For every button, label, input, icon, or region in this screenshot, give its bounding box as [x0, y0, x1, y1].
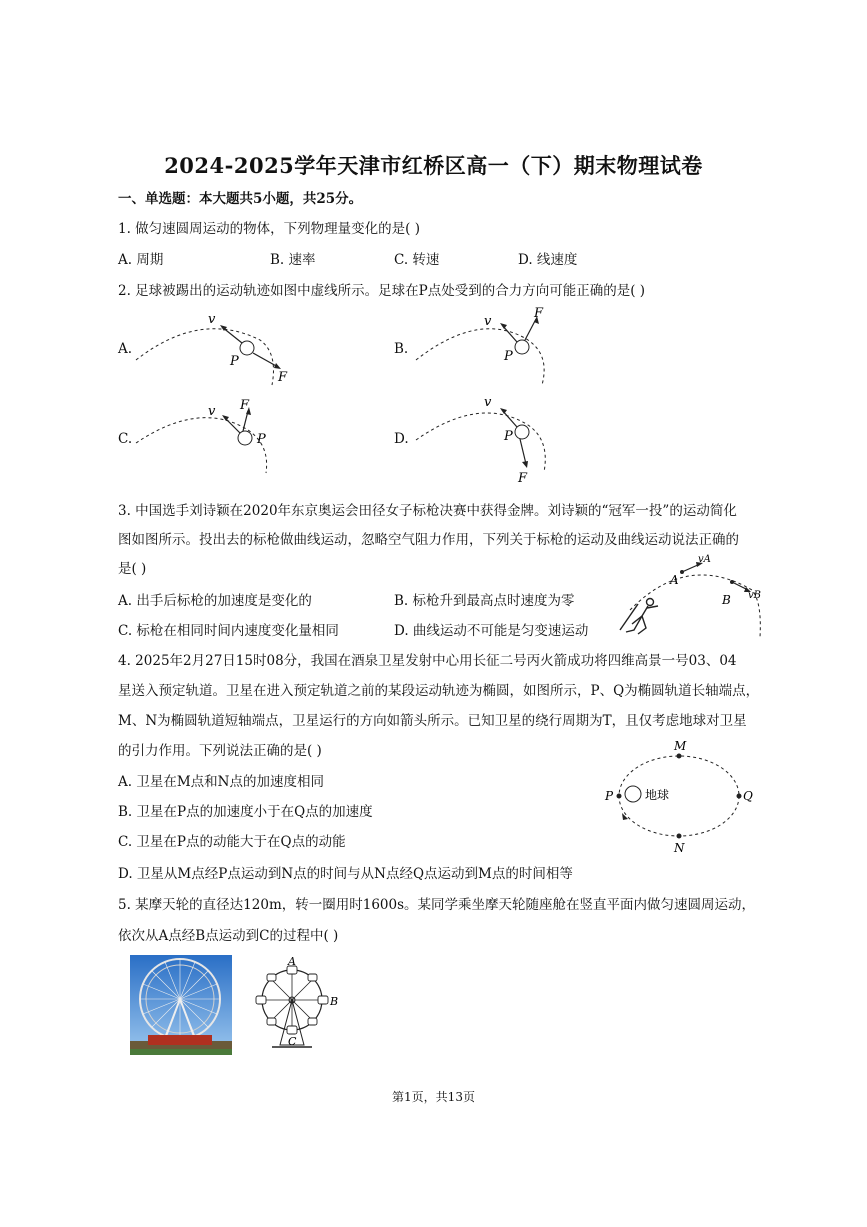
label-a: A: [288, 955, 296, 968]
label-f: F: [534, 306, 544, 321]
q2-figure-c: [130, 395, 310, 485]
ferris-wheel-diagram: [252, 955, 347, 1055]
q3-line-3: 是( ): [118, 561, 147, 577]
label-v: v: [484, 395, 492, 410]
page-title: 2024-2025学年天津市红桥区高一（下）期末物理试卷: [164, 153, 703, 178]
q4-option-a: A. 卫星在M点和N点的加速度相同: [118, 774, 324, 790]
q1-option-c: C. 转速: [394, 252, 440, 268]
label-v: v: [484, 314, 492, 329]
q4-line-2: 星送入预定轨道。卫星在进入预定轨道之前的某段运动轨迹为椭圆，如图所示，P、Q为椭圆轨道长轴端点，: [118, 683, 760, 699]
label-c: C: [288, 1035, 297, 1048]
q2-option-c-letter: C.: [118, 431, 133, 447]
q1-option-b: B. 速率: [270, 252, 316, 268]
label-p: P: [605, 789, 614, 803]
q3-line-2: 图如图所示。投出去的标枪做曲线运动，忽略空气阻力作用，下列关于标枪的运动及曲线运动说法正确的: [118, 532, 739, 548]
q3-javelin-figure: [612, 552, 772, 642]
label-v: v: [208, 404, 216, 419]
q5-line-2: 依次从A点经B点运动到C的过程中( ): [118, 928, 339, 944]
label-vb: vB: [748, 590, 761, 601]
label-n: N: [674, 841, 685, 855]
label-a: A: [670, 573, 679, 587]
q2-option-b-letter: B.: [394, 341, 409, 357]
thrower-icon: [620, 599, 658, 635]
section-heading: 一、单选题：本大题共5小题，共25分。: [118, 191, 363, 207]
q5-line-1: 5. 某摩天轮的直径达120m，转一圈用时1600s。某同学乘坐摩天轮随座舱在竖直平面内做匀速圆周运动，: [118, 897, 756, 913]
label-b: B: [330, 995, 339, 1008]
q3-option-d: D. 曲线运动不可能是匀变速运动: [394, 623, 589, 639]
q2-option-d-letter: D.: [394, 431, 409, 447]
q1-option-a: A. 周期: [118, 252, 164, 268]
q2-figure-b: [410, 305, 590, 395]
label-f: F: [278, 370, 288, 385]
q1-stem: 1. 做匀速圆周运动的物体，下列物理量变化的是( ): [118, 221, 420, 237]
label-earth: 地球: [645, 788, 670, 802]
label-p: P: [230, 354, 239, 369]
q4-line-4: 的引力作用。下列说法正确的是( ): [118, 743, 322, 759]
label-m: M: [674, 739, 687, 753]
q3-line-1: 3. 中国选手刘诗颖在2020年东京奥运会田径女子标枪决赛中获得金牌。刘诗颖的“冠军一投”的运动简化: [118, 503, 737, 519]
label-q: Q: [743, 789, 753, 803]
label-f: F: [240, 398, 250, 413]
q3-option-b: B. 标枪升到最高点时速度为零: [394, 593, 575, 609]
label-p: P: [504, 429, 513, 444]
q4-option-c: C. 卫星在P点的动能大于在Q点的动能: [118, 834, 346, 850]
label-p: P: [257, 432, 266, 447]
q4-orbit-figure: [595, 736, 765, 856]
label-b: B: [722, 593, 731, 607]
q2-option-a-letter: A.: [118, 341, 133, 357]
q3-option-c: C. 标枪在相同时间内速度变化量相同: [118, 623, 339, 639]
ferris-wheel-photo: [130, 955, 232, 1055]
label-f: F: [518, 471, 528, 486]
q2-figure-a: [130, 305, 310, 395]
q1-option-d: D. 线速度: [518, 252, 578, 268]
q4-option-b: B. 卫星在P点的加速度小于在Q点的加速度: [118, 804, 373, 820]
q4-option-d: D. 卫星从M点经P点运动到N点的时间与从N点经Q点运动到M点的时间相等: [118, 866, 573, 882]
q4-line-1: 4. 2025年2月27日15时08分，我国在酒泉卫星发射中心用长征二号丙火箭成功将四维高景一号03、04: [118, 653, 737, 669]
page-footer: 第1页，共13页: [392, 1090, 475, 1104]
label-p: P: [504, 349, 513, 364]
q2-stem: 2. 足球被踢出的运动轨迹如图中虚线所示。足球在P点处受到的合力方向可能正确的是( ): [118, 283, 646, 299]
q3-option-a: A. 出手后标枪的加速度是变化的: [118, 593, 312, 609]
label-va: vA: [698, 554, 711, 565]
q4-line-3: M、N为椭圆轨道短轴端点，卫星运行的方向如箭头所示。已知卫星的绕行周期为T，且仅考虑地球对卫星: [118, 713, 747, 729]
label-v: v: [208, 312, 216, 327]
q2-figure-d: [410, 390, 590, 490]
